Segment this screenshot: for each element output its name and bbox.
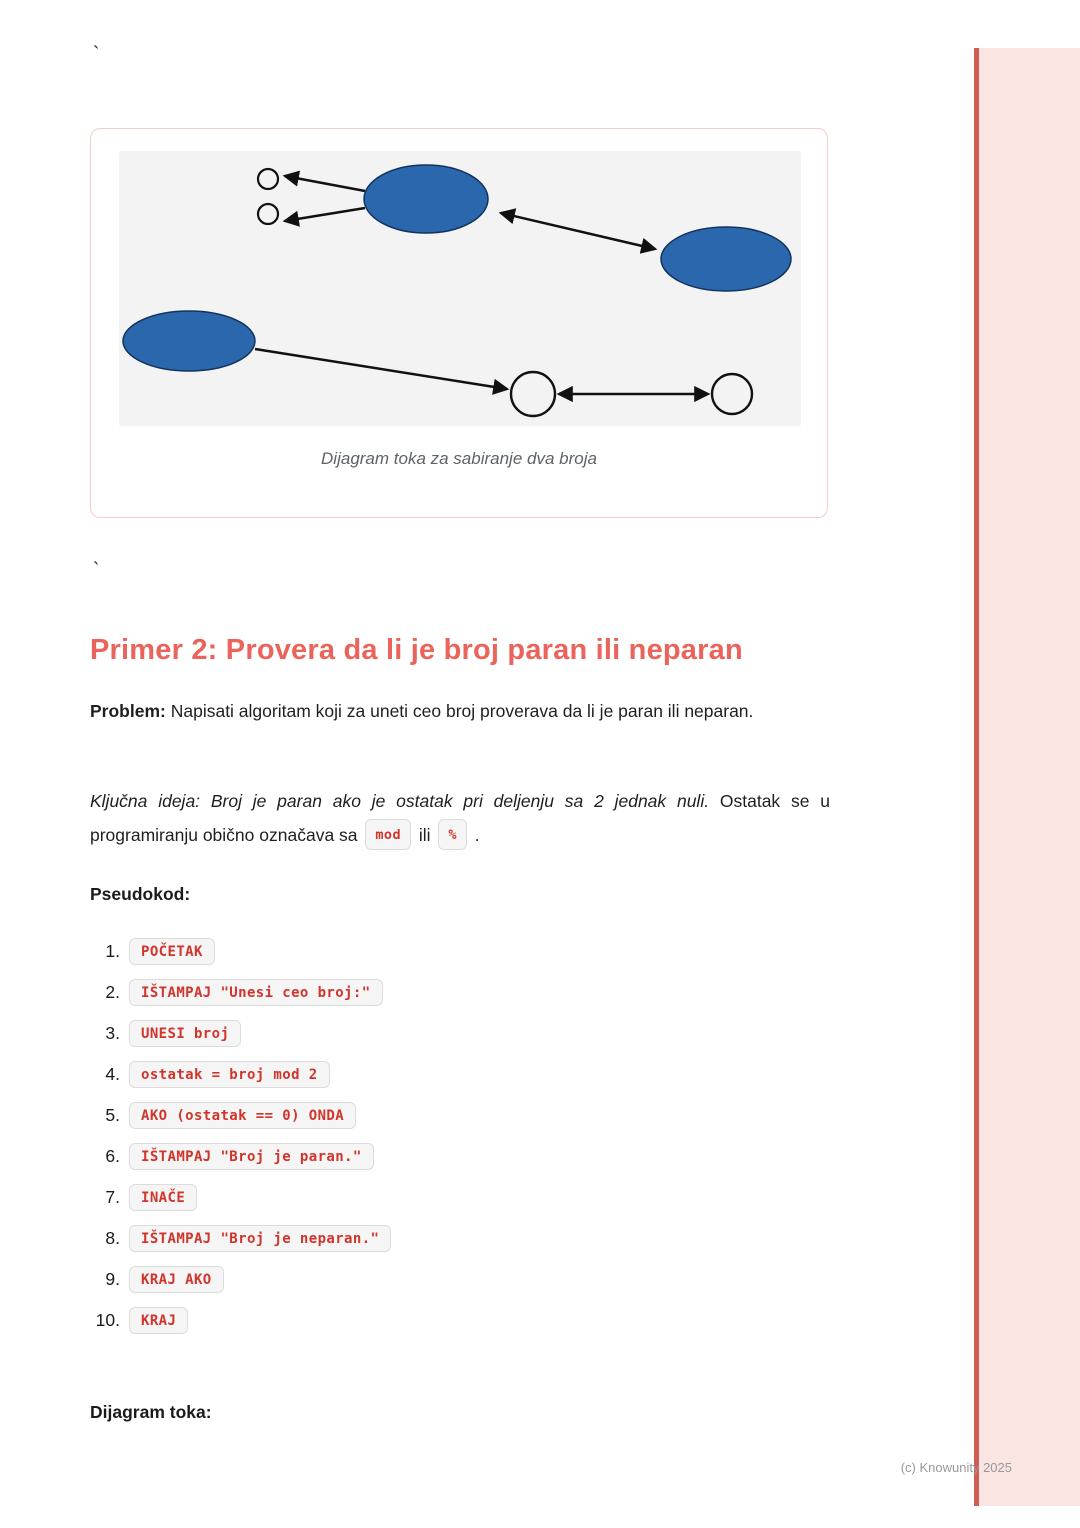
circle-node-right bbox=[712, 374, 752, 414]
pseudocode-item bbox=[90, 1307, 830, 1334]
code-chip: IŠTAMPAJ "Broj je paran." bbox=[129, 1143, 374, 1170]
problem-paragraph bbox=[90, 694, 830, 728]
problem-label: Problem: bbox=[90, 701, 166, 721]
list-number: 6. bbox=[105, 1146, 120, 1166]
idea-end-text: . bbox=[469, 825, 480, 846]
problem-text: Napisati algoritam koji za uneti ceo broj proverava da li je paran ili neparan. bbox=[165, 701, 754, 721]
arrow-to-small-circle-2 bbox=[285, 208, 365, 221]
section-heading: Primer 2: Provera da li je broj paran ili neparan bbox=[90, 634, 743, 666]
blue-ellipse-top bbox=[364, 165, 488, 233]
code-chip: IŠTAMPAJ "Broj je neparan." bbox=[129, 1225, 391, 1252]
list-number: 4. bbox=[105, 1064, 120, 1084]
list-number: 9. bbox=[105, 1269, 120, 1289]
list-number: 1. bbox=[105, 941, 120, 961]
figure-card bbox=[90, 128, 828, 518]
small-circle-node-2 bbox=[258, 204, 278, 224]
arrow-to-circle-left bbox=[255, 349, 507, 389]
code-chip: POČETAK bbox=[129, 938, 215, 965]
list-number: 10. bbox=[95, 1310, 120, 1330]
pseudocode-item bbox=[90, 1225, 830, 1252]
arrow-to-small-circle-1 bbox=[285, 176, 365, 191]
flowchart-image bbox=[119, 151, 801, 426]
idea-ili-text: ili bbox=[413, 825, 436, 846]
idea-mid-text: Ostatak se u programiranju obično označava sa bbox=[90, 791, 830, 846]
code-chip: INAČE bbox=[129, 1184, 197, 1211]
code-chip: AKO (ostatak == 0) ONDA bbox=[129, 1102, 356, 1129]
flowchart-label: Dijagram toka: bbox=[90, 1402, 212, 1422]
right-pink-band bbox=[979, 48, 1080, 1506]
list-number: 3. bbox=[105, 1023, 120, 1043]
pseudocode-item bbox=[90, 1061, 830, 1088]
pseudocode-item bbox=[90, 938, 830, 965]
list-number: 2. bbox=[105, 982, 120, 1002]
list-number: 7. bbox=[105, 1187, 120, 1207]
flowchart-diagram bbox=[119, 151, 801, 426]
pseudocode-item bbox=[90, 979, 830, 1006]
mod-code-chip: mod bbox=[365, 819, 411, 850]
pseudocode-list bbox=[90, 938, 830, 1348]
idea-paragraph bbox=[90, 784, 830, 852]
pseudocode-label: Pseudokod: bbox=[90, 884, 191, 904]
pseudocode-item bbox=[90, 1102, 830, 1129]
pseudocode-item bbox=[90, 1184, 830, 1211]
list-number: 8. bbox=[105, 1228, 120, 1248]
code-chip: UNESI broj bbox=[129, 1020, 241, 1047]
code-chip: ostatak = broj mod 2 bbox=[129, 1061, 330, 1088]
copyright-watermark: (c) Knowunity 2025 bbox=[900, 1460, 1012, 1475]
blue-ellipse-left bbox=[123, 311, 255, 371]
list-number: 5. bbox=[105, 1105, 120, 1125]
idea-italic-text: Ključna ideja: Broj je paran ako je ostatak pri deljenju sa 2 jednak nuli. bbox=[90, 791, 710, 811]
small-circle-node-1 bbox=[258, 169, 278, 189]
percent-code-chip: % bbox=[438, 819, 467, 850]
circle-node-left bbox=[511, 372, 555, 416]
pseudocode-item bbox=[90, 1266, 830, 1293]
pseudocode-item bbox=[90, 1020, 830, 1047]
stray-backtick-middle: ` bbox=[93, 560, 100, 581]
figure-caption: Dijagram toka za sabiranje dva broja bbox=[321, 449, 597, 468]
pseudocode-item bbox=[90, 1143, 830, 1170]
code-chip: KRAJ AKO bbox=[129, 1266, 224, 1293]
double-arrow-top bbox=[501, 213, 655, 249]
blue-ellipse-right bbox=[661, 227, 791, 291]
code-chip: IŠTAMPAJ "Unesi ceo broj:" bbox=[129, 979, 383, 1006]
stray-backtick-top: ` bbox=[93, 44, 100, 65]
code-chip: KRAJ bbox=[129, 1307, 188, 1334]
